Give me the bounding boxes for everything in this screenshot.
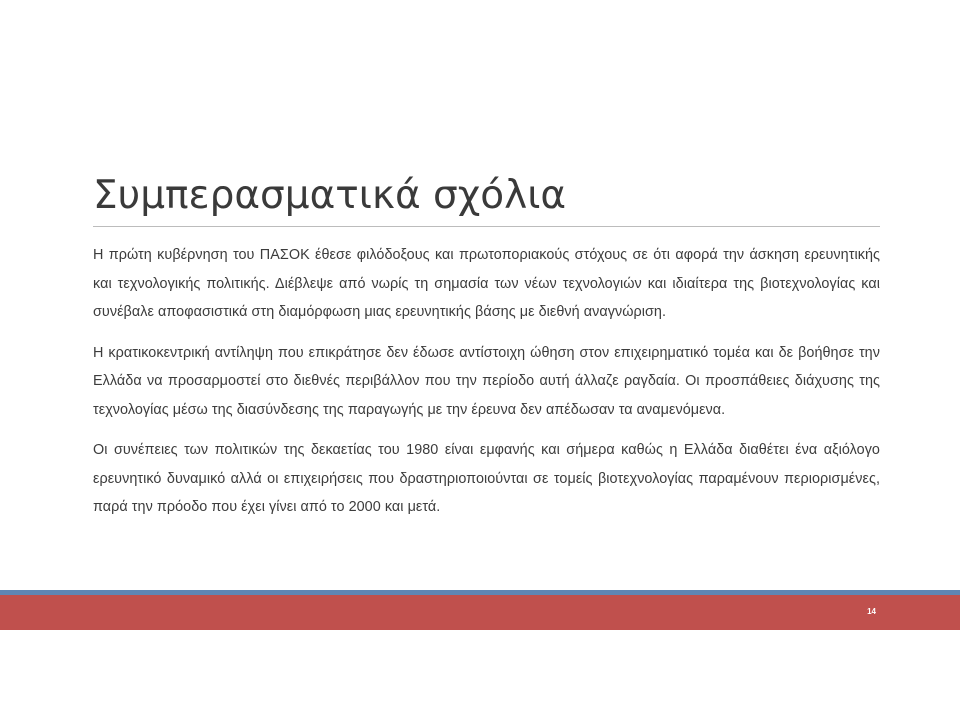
slide-body [93, 241, 880, 534]
title-divider [93, 226, 880, 227]
slide-title: Συμπερασματικά σχόλια [93, 173, 567, 218]
slide-number: 14 [867, 607, 876, 616]
paragraph-3: Οι συνέπειες των πολιτικών της δεκαετίας του 1980 είναι εμφανής και σήμερα καθώς η Ελλάδα διαθέτει ένα αξιόλογο ερευνητικό δυναμικό αλλά οι επιχειρήσεις που δραστηριοποιούνται σε τομείς βιοτεχνολογίας παραμένουν περιορισμένες, παρά την πρόοδο που έχει γίνει από το 2000 και μετά. [93, 442, 880, 515]
paragraph-2: Η κρατικοκεντρική αντίληψη που επικράτησε δεν έδωσε αντίστοιχη ώθηση στον επιχειρηματικό τομέα και δε βοήθησε την Ελλάδα να προσαρμοστεί στο διεθνές περιβάλλον που την περίοδο αυτή άλλαζε ραγδαία. Οι προσπάθειες διάχυσης της τεχνολογίας μέσω της διασύνδεσης της παραγωγής με την έρευνα δεν απέδωσαν τα αναμενόμενα. [93, 344, 880, 418]
footer-red-band [0, 595, 960, 630]
paragraph-1: Η πρώτη κυβέρνηση του ΠΑΣΟΚ έθεσε φιλόδοξους και πρωτοποριακούς στόχους σε ότι αφορά την άσκηση ερευνητικής και τεχνολογικής πολιτικής. Διέβλεψε από νωρίς τη σημασία των νέων τεχνολογιών και ιδιαίτερα της βιοτεχνολογίας και συνέβαλε αποφασιστικά στη διαμόρφωση μιας ερευνητικής βάσης με διεθνή αναγνώριση. [93, 247, 880, 320]
